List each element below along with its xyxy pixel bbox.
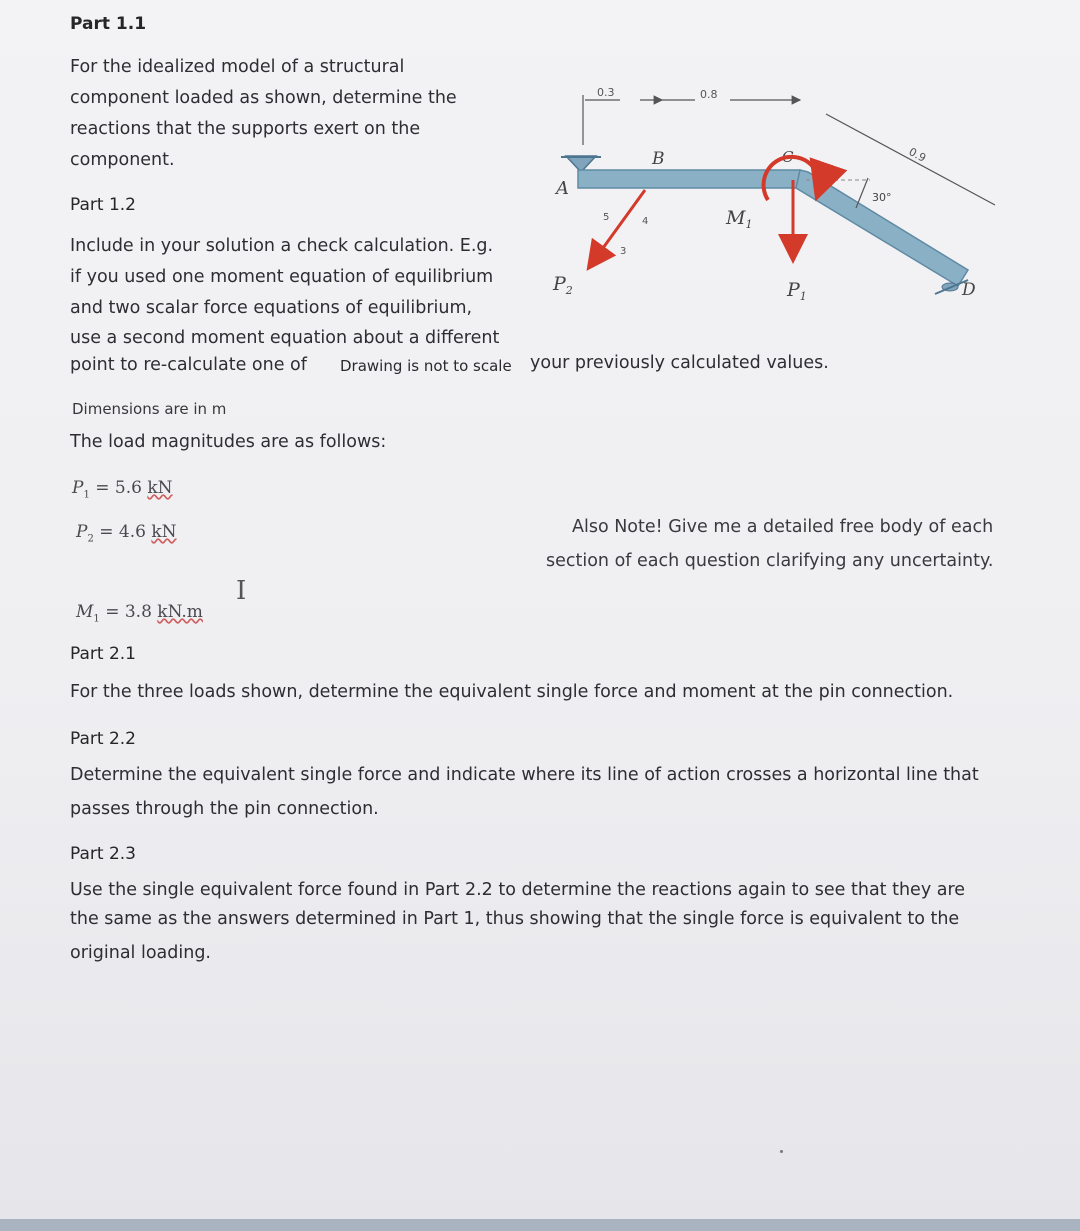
loads-intro: The load magnitudes are as follows: [70,432,387,452]
label-a: A [556,178,569,199]
dim-label-cd: 0.9 [906,145,929,165]
load-p1: $P_1 = 5.6$ kN [72,478,173,501]
slope-label-4: 4 [642,216,649,227]
label-p1: $P_1$ [787,279,807,303]
angle-label: 30° [872,191,892,204]
part-1-1-heading: Part 1.1 [70,14,147,34]
part-1-2-heading: Part 1.2 [70,195,136,215]
part-1-1-line: For the idealized model of a structural [70,57,405,77]
dim-label-ab: 0.3 [597,86,615,99]
label-c: C [782,148,794,166]
not-to-scale-note: Drawing is not to scale [340,357,512,375]
also-note-line-2: section of each question clarifying any uncertainty. [546,551,994,571]
part-2-1-heading: Part 2.1 [70,644,136,664]
part-2-1-text: For the three loads shown, determine the equivalent single force and moment at the pin connection. [70,682,954,702]
label-m1: $M_1$ [726,207,753,231]
part-2-2-line: passes through the pin connection. [70,799,379,819]
beam-horizontal [578,170,806,188]
slope-label-5: 5 [603,212,610,223]
part-1-2-line: use a second moment equation about a different [70,328,500,348]
dimensions-note: Dimensions are in m [72,400,227,418]
dimension-line-cd [826,114,995,205]
part-1-1-line: reactions that the supports exert on the [70,119,421,139]
beam-inclined [796,170,968,286]
load-p2: $P_2 = 4.6$ kN [76,522,177,545]
structure-figure [0,0,1080,330]
part-1-2-line: and two scalar force equations of equilibrium, [70,298,473,318]
part-2-3-line: the same as the answers determined in Part 1, thus showing that the single force is equivalent to the [70,909,960,929]
also-note-line-1: Also Note! Give me a detailed free body of each [572,517,994,537]
bottom-edge [0,1219,1080,1231]
part-1-2-line: your previously calculated values. [530,353,829,373]
part-1-2-line: point to re-calculate one of [70,355,307,375]
load-m1: $M_1 = 3.8$ kN.m [76,602,203,625]
part-2-3-line: original loading. [70,943,211,963]
dim-label-bc: 0.8 [700,88,718,101]
part-2-3-line: Use the single equivalent force found in Part 2.2 to determine the reactions again to see that they are [70,880,966,900]
part-2-2-line: Determine the equivalent single force and indicate where its line of action crosses a horizontal line that [70,765,979,785]
part-2-2-heading: Part 2.2 [70,729,136,749]
part-2-3-heading: Part 2.3 [70,844,136,864]
part-1-1-line: component loaded as shown, determine the [70,88,457,108]
force-p2-arrow [590,190,645,266]
speck [780,1150,783,1153]
label-d: D [962,280,976,300]
label-p2: $P_2$ [553,273,573,297]
part-1-2-line: Include in your solution a check calculation. E.g. [70,236,494,256]
part-1-2-line: if you used one moment equation of equilibrium [70,267,494,287]
text-cursor-icon: I [236,576,247,606]
angle-tick [856,178,868,208]
slope-label-3: 3 [620,246,627,257]
part-1-1-line: component. [70,150,175,170]
label-b: B [652,149,665,169]
